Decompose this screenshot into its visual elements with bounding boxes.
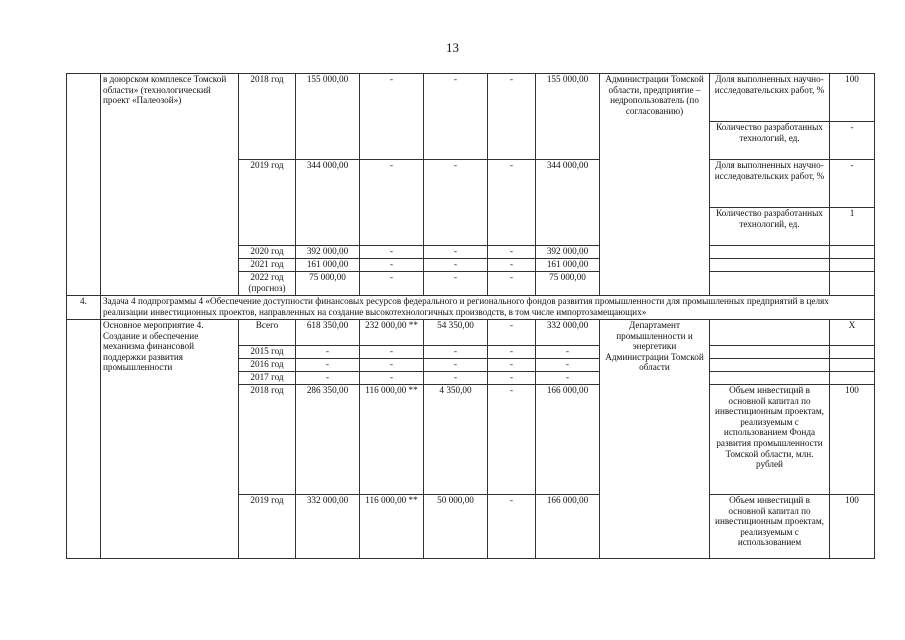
federal-cell: - [360,272,424,296]
regional-cell: - [424,246,488,259]
indicator-cell: Объем инвестиций в основной капитал по инвестиционным проектам, реализуемым с использованием [710,495,830,559]
total-cell: - [296,372,360,385]
indicator-cell [710,272,830,296]
year-cell: 2018 год [239,385,296,495]
extrabudget-cell: - [536,372,600,385]
local-cell: - [488,160,536,246]
activity-name-cell: Основное мероприятие 4. Создание и обеспечение механизма финансовой поддержки развития промышленности [101,320,239,559]
extrabudget-cell: 75 000,00 [536,272,600,296]
total-cell: - [296,346,360,359]
regional-cell: - [424,160,488,246]
number-cell [67,74,101,296]
extrabudget-cell: 161 000,00 [536,259,600,272]
indicator-value-cell: Х [830,320,875,346]
local-cell: - [488,320,536,346]
federal-cell: 116 000,00 ** [360,495,424,559]
local-cell: - [488,372,536,385]
page-number: 13 [446,40,459,55]
regional-cell: 50 000,00 [424,495,488,559]
extrabudget-cell: 166 000,00 [536,495,600,559]
year-cell: 2015 год [239,346,296,359]
year-cell: 2019 год [239,495,296,559]
indicator-cell: Количество разработанных технологий, ед. [710,208,830,246]
extrabudget-cell: 332 000,00 [536,320,600,346]
year-cell: 2017 год [239,372,296,385]
task-number-cell: 4. [67,296,101,320]
total-cell: 332 000,00 [296,495,360,559]
indicator-cell: Объем инвестиций в основной капитал по инвестиционным проектам, реализуемым с использованием Фонда развития промышленности Томской области, млн. рублей [710,385,830,495]
executor-cell: Администрации Томской области, предприятие – недропользователь (по согласованию) [600,74,710,296]
local-cell: - [488,74,536,160]
indicator-cell: Доля выполненных научно-исследовательских работ, % [710,160,830,208]
table-row [67,320,875,346]
year-cell: 2020 год [239,246,296,259]
total-cell: 344 000,00 [296,160,360,246]
table-row [67,74,875,122]
year-cell: 2019 год [239,160,296,246]
federal-cell: - [360,259,424,272]
indicator-value-cell [830,246,875,259]
federal-cell: - [360,160,424,246]
regional-cell: - [424,372,488,385]
indicator-value-cell [830,272,875,296]
indicator-value-cell: 100 [830,74,875,122]
extrabudget-cell: - [536,359,600,372]
federal-cell: - [360,74,424,160]
local-cell: - [488,346,536,359]
local-cell: - [488,246,536,259]
extrabudget-cell: 344 000,00 [536,160,600,246]
indicator-value-cell: 100 [830,385,875,495]
indicator-value-cell [830,359,875,372]
regional-cell: - [424,346,488,359]
year-cell: 2021 год [239,259,296,272]
year-cell: Всего [239,320,296,346]
executor-cell: Департамент промышленности и энергетики Администрации Томской области [600,320,710,559]
indicator-cell [710,372,830,385]
local-cell: - [488,495,536,559]
local-cell: - [488,272,536,296]
indicator-value-cell: - [830,122,875,160]
indicator-value-cell [830,372,875,385]
activity-name-cell: в доюрском комплексе Томской области» (технологический проект «Палеозой») [101,74,239,296]
indicator-value-cell: 1 [830,208,875,246]
total-cell: 155 000,00 [296,74,360,160]
federal-cell: 232 000,00 ** [360,320,424,346]
regional-cell: - [424,272,488,296]
total-cell: - [296,359,360,372]
indicator-value-cell: 100 [830,495,875,559]
local-cell: - [488,259,536,272]
federal-cell: 116 000,00 ** [360,385,424,495]
regional-cell: 54 350,00 [424,320,488,346]
local-cell: - [488,359,536,372]
regional-cell: - [424,259,488,272]
indicator-value-cell [830,346,875,359]
total-cell: 75 000,00 [296,272,360,296]
year-cell: 2018 год [239,74,296,160]
indicator-cell: Доля выполненных научно-исследовательских работ, % [710,74,830,122]
indicator-value-cell [830,259,875,272]
extrabudget-cell: 392 000,00 [536,246,600,259]
total-cell: 392 000,00 [296,246,360,259]
program-table [66,73,875,559]
indicator-cell [710,246,830,259]
indicator-cell [710,259,830,272]
extrabudget-cell: 166 000,00 [536,385,600,495]
indicator-cell: Количество разработанных технологий, ед. [710,122,830,160]
task-title-cell: Задача 4 подпрограммы 4 «Обеспечение доступности финансовых ресурсов федерального и регионального фондов развития промышленности для промышленных предприятий в целях реализации инвестиционных проектов, направленных на создание высокотехнологичных производств, в том числе импортозамещающих» [101,296,875,320]
federal-cell: - [360,359,424,372]
total-cell: 618 350,00 [296,320,360,346]
extrabudget-cell: - [536,346,600,359]
regional-cell: - [424,359,488,372]
federal-cell: - [360,372,424,385]
year-cell: 2022 год (прогноз) [239,272,296,296]
number-cell [67,320,101,559]
federal-cell: - [360,346,424,359]
local-cell: - [488,385,536,495]
federal-cell: - [360,246,424,259]
regional-cell: 4 350,00 [424,385,488,495]
year-cell: 2016 год [239,359,296,372]
task-row [67,296,875,320]
regional-cell: - [424,74,488,160]
indicator-value-cell: - [830,160,875,208]
indicator-cell [710,359,830,372]
extrabudget-cell: 155 000,00 [536,74,600,160]
total-cell: 286 350,00 [296,385,360,495]
indicator-cell [710,346,830,359]
indicator-cell [710,320,830,346]
total-cell: 161 000,00 [296,259,360,272]
